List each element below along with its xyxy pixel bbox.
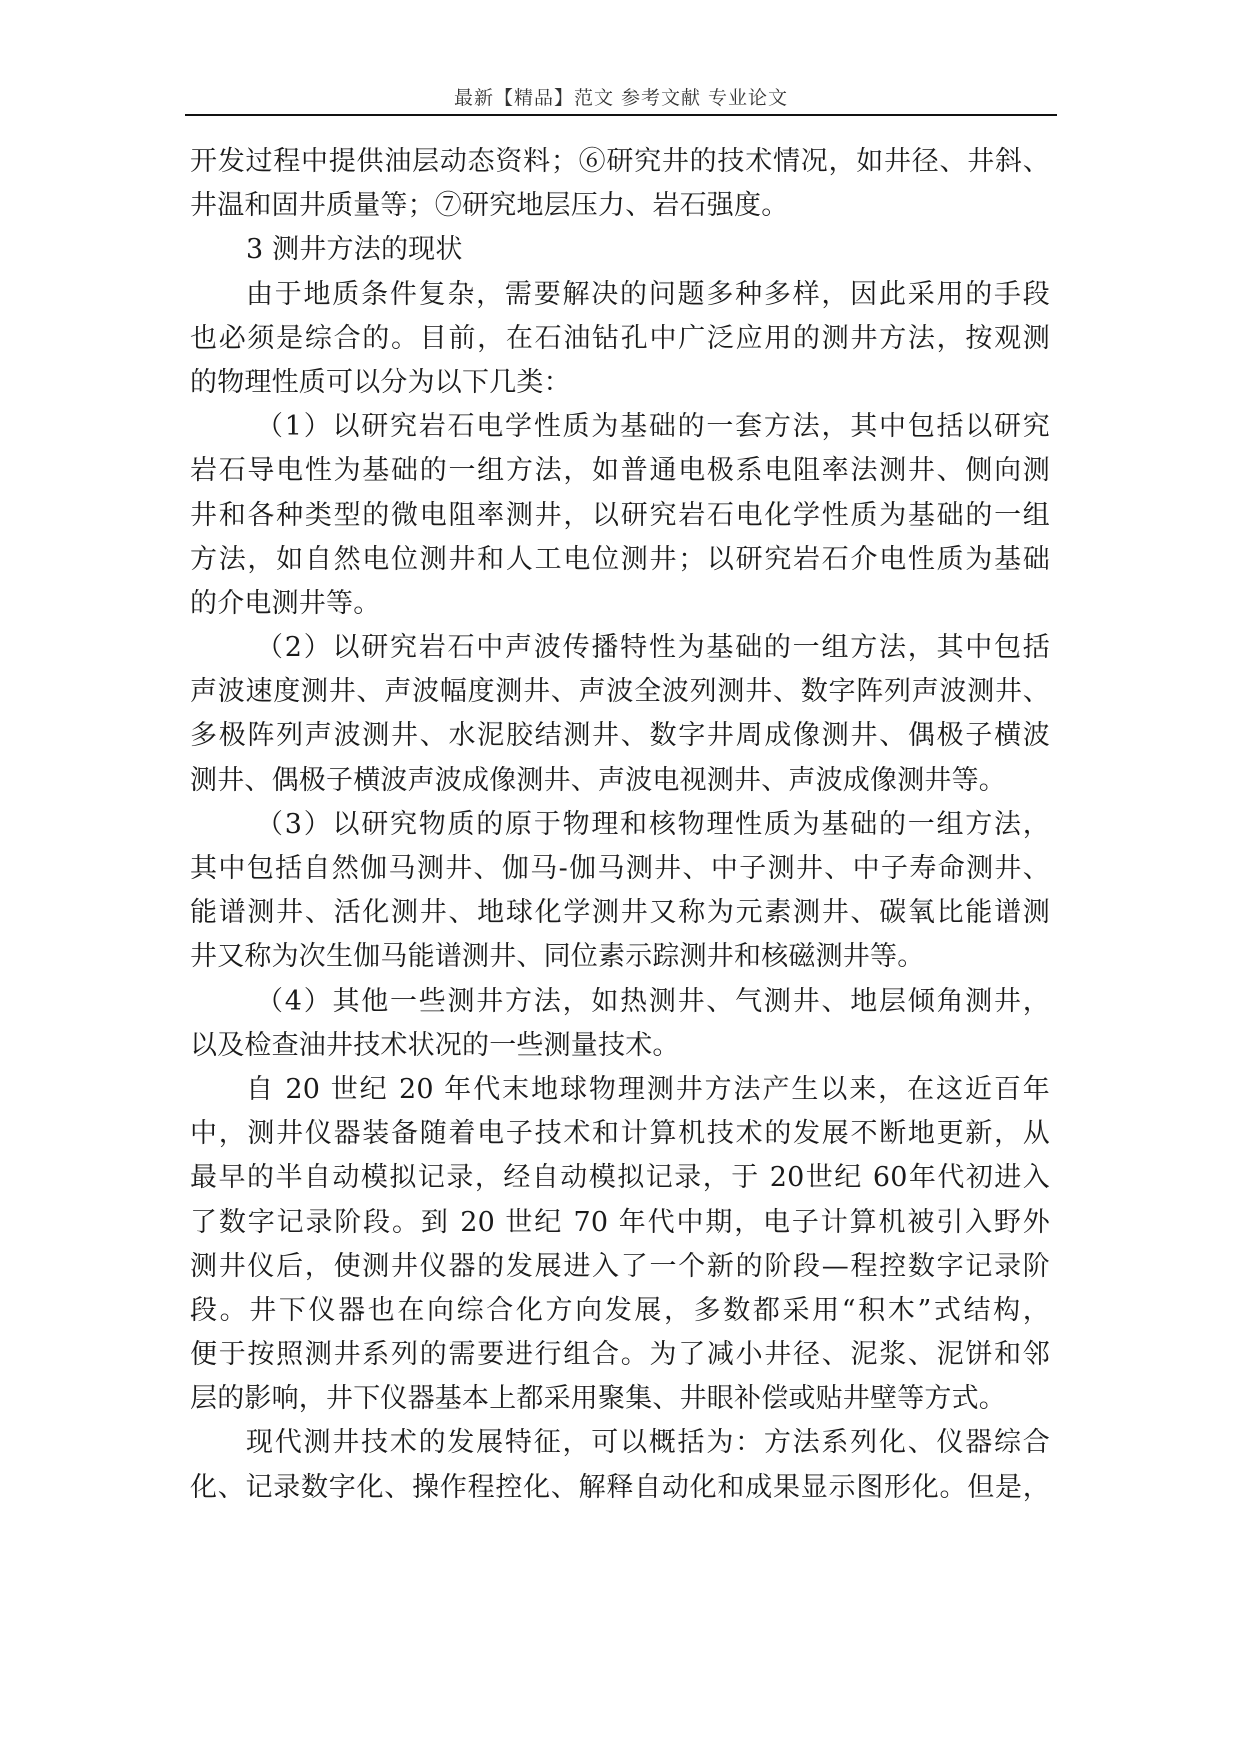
header-rule: [185, 114, 1057, 116]
text-line: 由于地质条件复杂，需要解决的问题多种多样，因此采用的手段: [246, 278, 1050, 310]
text-line: 测井仪后，使测井仪器的发展进入了一个新的阶段—程控数字记录阶: [190, 1250, 1050, 1282]
text-line: 能谱测井、活化测井、地球化学测井又称为元素测井、碳氧比能谱测: [190, 897, 1050, 929]
text-line: 井和各种类型的微电阻率测井，以研究岩石电化学性质为基础的一组: [190, 499, 1050, 531]
text-line: 3 测井方法的现状: [246, 234, 463, 266]
text-line: 的物理性质可以分为以下几类：: [190, 366, 571, 398]
text-line: 自 20 世纪 20 年代末地球物理测井方法产生以来，在这近百年: [246, 1073, 1050, 1105]
text-line: （3）以研究物质的原于物理和核物理性质为基础的一组方法，: [256, 808, 1050, 840]
text-line: 现代测井技术的发展特征，可以概括为：方法系列化、仪器综合: [246, 1427, 1050, 1459]
text-line: 测井、偶极子横波声波成像测井、声波电视测井、声波成像测井等。: [190, 764, 1006, 796]
text-line: （4）其他一些测井方法，如热测井、气测井、地层倾角测井，: [256, 985, 1050, 1017]
text-line: 层的影响，井下仪器基本上都采用聚集、井眼补偿或贴井壁等方式。: [190, 1383, 1006, 1415]
text-line: 中，测井仪器装备随着电子技术和计算机技术的发展不断地更新，从: [190, 1118, 1050, 1150]
text-line: 段。井下仪器也在向综合化方向发展，多数都采用“积木”式结构，: [190, 1294, 1050, 1326]
text-line: 声波速度测井、声波幅度测井、声波全波列测井、数字阵列声波测井、: [190, 676, 1050, 708]
text-line: 了数字记录阶段。到 20 世纪 70 年代中期，电子计算机被引入野外: [190, 1206, 1050, 1238]
text-line: 岩石导电性为基础的一组方法，如普通电极系电阻率法测井、侧向测: [190, 455, 1050, 487]
text-line: 也必须是综合的。目前，在石油钻孔中广泛应用的测井方法，按观测: [190, 322, 1050, 354]
text-line: 多极阵列声波测井、水泥胶结测井、数字井周成像测井、偶极子横波: [190, 720, 1050, 752]
text-line: （1）以研究岩石电学性质为基础的一套方法，其中包括以研究: [256, 411, 1050, 443]
text-line: 以及检查油井技术状况的一些测量技术。: [190, 1029, 680, 1061]
text-line: 井又称为次生伽马能谱测井、同位素示踪测井和核磁测井等。: [190, 941, 925, 973]
body-text: [190, 140, 1050, 1510]
text-line: （2）以研究岩石中声波传播特性为基础的一组方法，其中包括: [256, 632, 1050, 664]
text-line: 井温和固井质量等；⑦研究地层压力、岩石强度。: [190, 190, 789, 222]
text-line: 方法，如自然电位测井和人工电位测井；以研究岩石介电性质为基础: [190, 543, 1050, 575]
text-line: 其中包括自然伽马测井、伽马-伽马测井、中子测井、中子寿命测井、: [190, 853, 1050, 884]
text-line: 最早的半自动模拟记录，经自动模拟记录，于 20世纪 60年代初进入: [190, 1162, 1050, 1194]
text-line: 化、记录数字化、操作程控化、解释自动化和成果显示图形化。但是，: [190, 1471, 1050, 1503]
text-line: 开发过程中提供油层动态资料；⑥研究井的技术情况，如井径、井斜、: [190, 146, 1050, 177]
text-line: 的介电测井等。: [190, 587, 381, 619]
text-line: 便于按照测井系列的需要进行组合。为了减小井径、泥浆、泥饼和邻: [190, 1339, 1050, 1371]
page-header: 最新【精品】范文 参考文献 专业论文: [453, 87, 789, 109]
